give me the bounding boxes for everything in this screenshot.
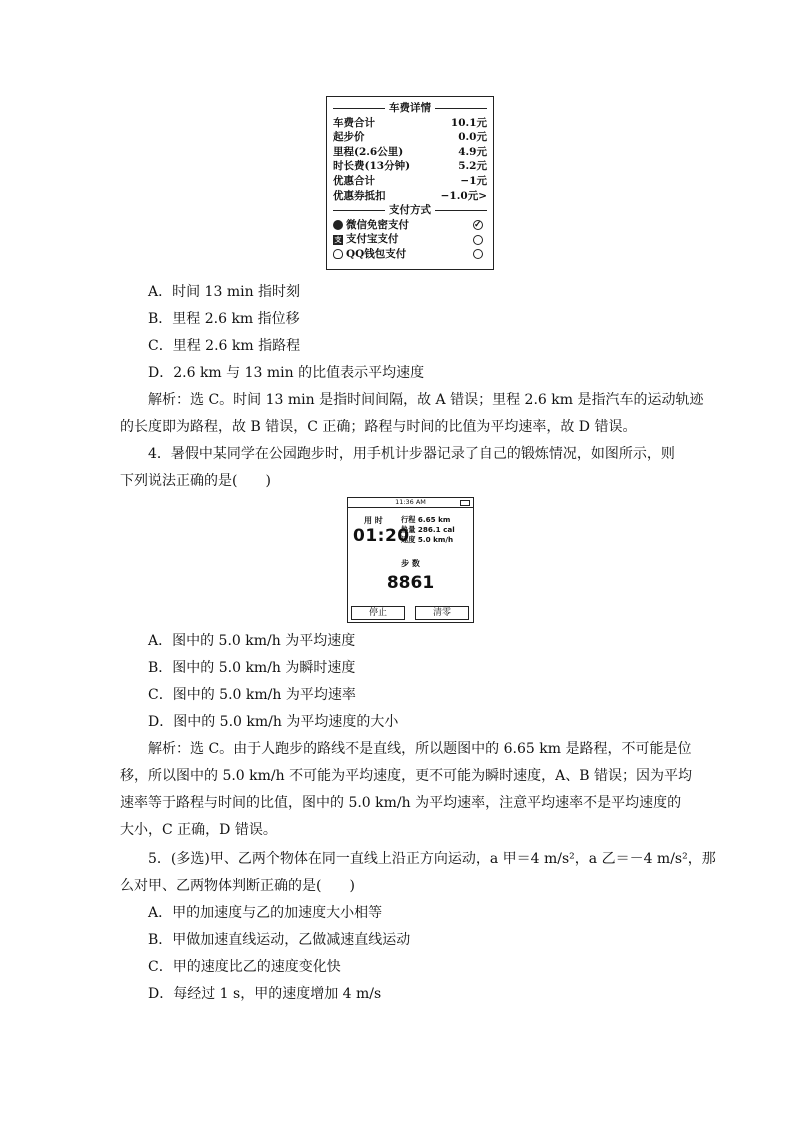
stat-distance: 行程 6.65 km [401,515,451,524]
q4-analysis-line: 解析：选 C。由于人跑步的路线不是直线，所以题图中的 6.65 km 是路程，不可能是位 [148,741,692,757]
elapsed-time: 01:20 [353,526,410,546]
receipt-title: 车费详情 [389,102,431,114]
stop-button: 停止 [351,606,405,620]
q3-analysis-line: 解析：选 C。时间 13 min 是指时间间隔，故 A 错误；里程 2.6 km 是指汽车的运动轨迹 [148,392,704,408]
q3-option-a: A．时间 13 min 指时刻 [148,284,301,300]
q5-option-d: D．每经过 1 s，甲的速度增加 4 m/s [148,986,382,1002]
row-value: −1.0元> [440,189,487,202]
radio-circle-icon [473,249,483,259]
step-count: 8861 [386,573,435,593]
steps-label: 步 数 [401,559,420,568]
stat-speed: 速度 5.0 km/h [401,535,454,544]
q4-analysis-line: 移，所以图中的 5.0 km/h 不可能为平均速度，更不可能为瞬时速度，A、B 错误；因为平均 [120,768,692,784]
payment-label: 微信免密支付 [346,218,409,231]
used-time-label: 用 时 [364,516,383,525]
q4-stem-line: 下列说法正确的是( ) [120,473,271,489]
stat-calories: 热量 286.1 cal [401,525,455,534]
clock: 11:36 AM [395,498,426,506]
payment-label: 支付宝支付 [346,233,399,246]
q4-option-d: D．图中的 5.0 km/h 为平均速度的大小 [148,714,399,730]
receipt-row [333,159,487,174]
payment-title: 支付方式 [389,204,431,217]
receipt-row [333,189,487,204]
payment-option-wechat [333,218,487,233]
q4-analysis-line: 大小，C 正确，D 错误。 [120,822,277,838]
divider [333,108,385,109]
receipt-row [333,145,487,160]
row-label: 时长费(13分钟) [333,160,411,173]
receipt-header [333,101,487,116]
q4-stem-line: 4．暑假中某同学在公园跑步时，用手机计步器记录了自己的锻炼情况，如图所示，则 [148,446,675,462]
row-label: 起步价 [333,131,365,144]
q3-analysis-line: 的长度即为路程，故 B 错误，C 正确；路程与时间的比值为平均速率，故 D 错误。 [120,419,637,435]
q5-stem-line: 5．(多选)甲、乙两个物体在同一直线上沿正方向运动，a 甲＝4 m/s²，a 乙＝－4 m/s²，那 [148,851,716,867]
radio-circle-icon [473,235,483,245]
battery-icon [460,500,470,506]
q5-option-a: A．甲的加速度与乙的加速度大小相等 [148,905,383,921]
alipay-icon: 支 [334,234,342,244]
row-label: 优惠券抵扣 [333,189,386,202]
row-label: 车费合计 [333,116,375,129]
qq-wallet-icon [333,249,343,259]
q4-option-c: C．图中的 5.0 km/h 为平均速率 [148,687,356,703]
row-value: 5.2元 [458,160,487,173]
receipt-row [333,174,487,189]
receipt-row [333,130,487,145]
row-value: 0.0元 [458,131,487,144]
payment-option-alipay [333,232,487,247]
q4-analysis-line: 速率等于路程与时间的比值，图中的 5.0 km/h 为平均速率，注意平均速率不是平均速度的 [120,795,682,811]
status-bar [348,498,473,508]
payment-header [333,203,487,218]
payment-option-qq [333,247,487,262]
payment-label: QQ钱包支付 [346,247,407,260]
row-label: 优惠合计 [333,174,375,187]
q5-option-b: B．甲做加速直线运动，乙做减速直线运动 [148,932,411,948]
row-label: 里程(2.6公里) [333,145,404,158]
reset-button: 清零 [415,606,469,620]
stats-list [401,515,455,545]
q4-option-b: B．图中的 5.0 km/h 为瞬时速度 [148,660,356,676]
q5-option-c: C．甲的速度比乙的速度变化快 [148,959,341,975]
row-value: 10.1元 [450,116,487,129]
q5-stem-line: 么对甲、乙两物体判断正确的是( ) [120,878,355,894]
check-circle-icon [473,220,483,230]
pedometer-figure [347,497,474,623]
q3-option-b: B．里程 2.6 km 指位移 [148,311,300,327]
row-value: −1元 [460,174,487,187]
divider [435,108,487,109]
row-value: 4.9元 [458,145,487,158]
q3-option-d: D．2.6 km 与 13 min 的比值表示平均速度 [148,365,425,381]
q3-option-c: C．里程 2.6 km 指路程 [148,338,301,354]
wechat-icon [333,220,343,230]
divider [333,210,385,211]
q4-option-a: A．图中的 5.0 km/h 为平均速度 [148,633,356,649]
divider [435,210,487,211]
receipt-row [333,116,487,131]
fare-receipt-figure [326,96,494,270]
